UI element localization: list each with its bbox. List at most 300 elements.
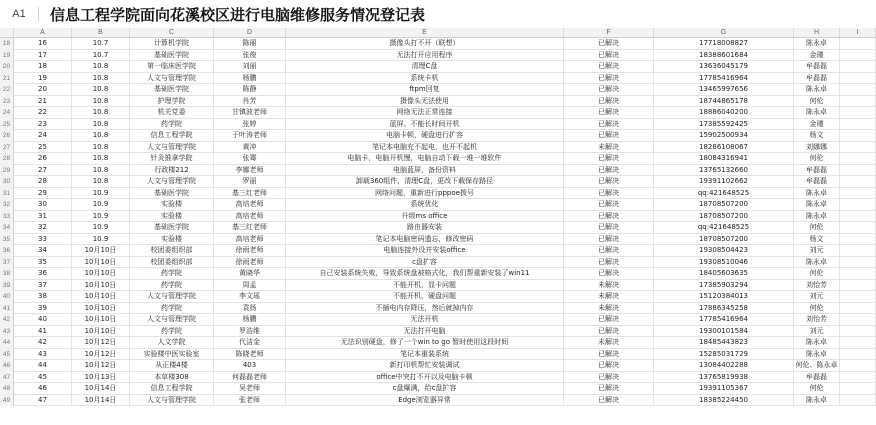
cell-f[interactable]: 已解决	[564, 61, 654, 73]
cell-c[interactable]: 信息工程学院	[130, 130, 214, 142]
cell-h[interactable]: 何伦	[794, 383, 840, 395]
cell-i[interactable]	[840, 130, 876, 142]
cell-a[interactable]: 46	[14, 383, 72, 395]
cell-f[interactable]: 已解决	[564, 360, 654, 372]
cell-h[interactable]: 何伦	[794, 303, 840, 315]
cell-f[interactable]: 已解决	[564, 165, 654, 177]
cell-a[interactable]: 45	[14, 372, 72, 384]
cell-b[interactable]: 10.7	[72, 38, 130, 50]
cell-c[interactable]: 人文与管理学院	[130, 314, 214, 326]
cell-i[interactable]	[840, 73, 876, 85]
cell-b[interactable]: 10月10日	[72, 303, 130, 315]
cell-h[interactable]: 杨文	[794, 234, 840, 246]
cell-c[interactable]: 人文与管理学院	[130, 73, 214, 85]
row-number[interactable]: 41	[0, 303, 14, 315]
row-number[interactable]: 34	[0, 222, 14, 234]
cell-a[interactable]: 24	[14, 130, 72, 142]
cell-a[interactable]: 40	[14, 314, 72, 326]
cell-e[interactable]: 新打印机帮忙安装调试	[286, 360, 564, 372]
cell-c[interactable]: 人文与管理学院	[130, 176, 214, 188]
cell-a[interactable]: 42	[14, 337, 72, 349]
cell-i[interactable]	[840, 176, 876, 188]
cell-c[interactable]: 基础医学院	[130, 50, 214, 62]
cell-g[interactable]: 18708507200	[654, 211, 794, 223]
row-number[interactable]: 26	[0, 130, 14, 142]
row-number[interactable]: 20	[0, 61, 14, 73]
cell-a[interactable]: 26	[14, 153, 72, 165]
cell-h[interactable]: 牟磊磊	[794, 372, 840, 384]
cell-d[interactable]: 肖芳	[214, 96, 286, 108]
cell-d[interactable]: 张俊	[214, 50, 286, 62]
cell-b[interactable]: 10月14日	[72, 383, 130, 395]
cell-a[interactable]: 37	[14, 280, 72, 292]
cell-g[interactable]: 13765132660	[654, 165, 794, 177]
cell-d[interactable]: 黄冲	[214, 142, 286, 154]
row-number[interactable]: 25	[0, 119, 14, 131]
cell-g[interactable]: 18388601684	[654, 50, 794, 62]
cell-h[interactable]: 刘元	[794, 326, 840, 338]
cell-d[interactable]: 杨鹏	[214, 73, 286, 85]
cell-b[interactable]: 10月10日	[72, 280, 130, 292]
cell-h[interactable]: 何伦	[794, 96, 840, 108]
cell-i[interactable]	[840, 188, 876, 200]
cell-c[interactable]: 药学院	[130, 326, 214, 338]
cell-g[interactable]: 17718008827	[654, 38, 794, 50]
cell-c[interactable]: 信息工程学院	[130, 383, 214, 395]
cell-i[interactable]	[840, 107, 876, 119]
cell-b[interactable]: 10.8	[72, 176, 130, 188]
cell-f[interactable]: 已解决	[564, 130, 654, 142]
cell-g[interactable]: 18708507200	[654, 199, 794, 211]
cell-g[interactable]: 17886345258	[654, 303, 794, 315]
cell-g[interactable]: 17785416964	[654, 73, 794, 85]
cell-g[interactable]: qq:421648525	[654, 222, 794, 234]
cell-h[interactable]: 牟磊磊	[794, 61, 840, 73]
cell-a[interactable]: 22	[14, 107, 72, 119]
cell-c[interactable]: 机关党委	[130, 107, 214, 119]
cell-e[interactable]: 笔记本电脑充不起电，也开不起机	[286, 142, 564, 154]
cell-g[interactable]: 18485443823	[654, 337, 794, 349]
cell-g[interactable]: 18886040200	[654, 107, 794, 119]
row-number[interactable]: 18	[0, 38, 14, 50]
cell-e[interactable]: c盘爆满，给c盘扩容	[286, 383, 564, 395]
cell-e[interactable]: 笔记本电脑密码遗忘，修改密码	[286, 234, 564, 246]
column-header-g[interactable]: G	[654, 28, 794, 38]
cell-i[interactable]	[840, 142, 876, 154]
row-number[interactable]: 22	[0, 84, 14, 96]
cell-c[interactable]: 实验楼中医实验室	[130, 349, 214, 361]
column-header-b[interactable]: B	[72, 28, 130, 38]
cell-b[interactable]: 10.8	[72, 96, 130, 108]
cell-e[interactable]: 自己安装系统失败，导致系统盘被格式化，我们帮重新安装了win11	[286, 268, 564, 280]
cell-h[interactable]: 何伦	[794, 268, 840, 280]
cell-h[interactable]: 牟磊磊	[794, 73, 840, 85]
cell-g[interactable]: 18405603635	[654, 268, 794, 280]
cell-a[interactable]: 29	[14, 188, 72, 200]
cell-f[interactable]: 已解决	[564, 199, 654, 211]
cell-e[interactable]: c盘扩容	[286, 257, 564, 269]
cell-b[interactable]: 10.8	[72, 119, 130, 131]
select-all-corner[interactable]	[0, 28, 14, 38]
cell-h[interactable]: 何伦	[794, 153, 840, 165]
row-number[interactable]: 40	[0, 291, 14, 303]
cell-b[interactable]: 10月14日	[72, 395, 130, 407]
cell-a[interactable]: 31	[14, 211, 72, 223]
cell-b[interactable]: 10.8	[72, 107, 130, 119]
cell-i[interactable]	[840, 372, 876, 384]
cell-f[interactable]: 已解决	[564, 395, 654, 407]
cell-c[interactable]: 基础医学院	[130, 222, 214, 234]
cell-d[interactable]: 高培老师	[214, 234, 286, 246]
cell-d[interactable]: 陈丽	[214, 38, 286, 50]
cell-i[interactable]	[840, 245, 876, 257]
cell-f[interactable]: 已解决	[564, 349, 654, 361]
cell-d[interactable]: 罗浩维	[214, 326, 286, 338]
cell-a[interactable]: 18	[14, 61, 72, 73]
cell-g[interactable]: qq:421648525	[654, 188, 794, 200]
cell-h[interactable]: 刘娜娜	[794, 142, 840, 154]
cell-h[interactable]: 陈永卓	[794, 337, 840, 349]
cell-h[interactable]: 金瑾	[794, 50, 840, 62]
cell-f[interactable]: 未解决	[564, 142, 654, 154]
cell-g[interactable]: 19308504423	[654, 245, 794, 257]
cell-g[interactable]: 18084316941	[654, 153, 794, 165]
cell-h[interactable]: 刘元	[794, 291, 840, 303]
cell-c[interactable]: 药学院	[130, 280, 214, 292]
cell-c[interactable]: 实验楼	[130, 199, 214, 211]
cell-i[interactable]	[840, 337, 876, 349]
cell-g[interactable]: 19308510046	[654, 257, 794, 269]
row-number[interactable]: 42	[0, 314, 14, 326]
cell-f[interactable]: 已解决	[564, 176, 654, 188]
row-number[interactable]: 24	[0, 107, 14, 119]
cell-h[interactable]: 金瑾	[794, 119, 840, 131]
cell-d[interactable]: 刘丽	[214, 61, 286, 73]
cell-e[interactable]: Edge浏览器异常	[286, 395, 564, 407]
cell-b[interactable]: 10月12日	[72, 337, 130, 349]
cell-h[interactable]: 刘元	[794, 245, 840, 257]
cell-d[interactable]: 高培老师	[214, 199, 286, 211]
cell-f[interactable]: 已解决	[564, 234, 654, 246]
row-number[interactable]: 45	[0, 349, 14, 361]
cell-e[interactable]: 摄像头无法使用	[286, 96, 564, 108]
cell-i[interactable]	[840, 165, 876, 177]
cell-c[interactable]: 药学院	[130, 303, 214, 315]
cell-g[interactable]: 19391102662	[654, 176, 794, 188]
cell-a[interactable]: 32	[14, 222, 72, 234]
cell-e[interactable]: 升级ms office	[286, 211, 564, 223]
cell-f[interactable]: 已解决	[564, 326, 654, 338]
cell-d[interactable]: 张骞	[214, 153, 286, 165]
cell-i[interactable]	[840, 153, 876, 165]
row-number[interactable]: 27	[0, 142, 14, 154]
cell-i[interactable]	[840, 234, 876, 246]
cell-a[interactable]: 33	[14, 234, 72, 246]
cell-b[interactable]: 10.8	[72, 153, 130, 165]
cell-b[interactable]: 10月10日	[72, 245, 130, 257]
cell-c[interactable]: 从正楼4楼	[130, 360, 214, 372]
row-number[interactable]: 33	[0, 211, 14, 223]
cell-c[interactable]: 针灸推拿学院	[130, 153, 214, 165]
cell-f[interactable]: 已解决	[564, 257, 654, 269]
cell-b[interactable]: 10.8	[72, 130, 130, 142]
cell-a[interactable]: 34	[14, 245, 72, 257]
column-header-f[interactable]: F	[564, 28, 654, 38]
cell-e[interactable]: 系统优化	[286, 199, 564, 211]
cell-a[interactable]: 39	[14, 303, 72, 315]
cell-g[interactable]: 17785416964	[654, 314, 794, 326]
cell-g[interactable]: 18286108067	[654, 142, 794, 154]
cell-f[interactable]: 已解决	[564, 211, 654, 223]
cell-c[interactable]: 药学院	[130, 268, 214, 280]
cell-d[interactable]: 高培老师	[214, 211, 286, 223]
cell-i[interactable]	[840, 84, 876, 96]
cell-i[interactable]	[840, 119, 876, 131]
cell-g[interactable]: 15120384013	[654, 291, 794, 303]
cell-g[interactable]: 17385592425	[654, 119, 794, 131]
cell-b[interactable]: 10.9	[72, 199, 130, 211]
cell-b[interactable]: 10.8	[72, 73, 130, 85]
cell-h[interactable]: 陈永卓	[794, 199, 840, 211]
cell-f[interactable]: 已解决	[564, 372, 654, 384]
cell-b[interactable]: 10.8	[72, 84, 130, 96]
cell-e[interactable]: 摄像头打不开（联想）	[286, 38, 564, 50]
cell-a[interactable]: 28	[14, 176, 72, 188]
cell-e[interactable]: 不能开机，显卡问题	[286, 280, 564, 292]
cell-i[interactable]	[840, 61, 876, 73]
row-number[interactable]: 48	[0, 383, 14, 395]
cell-a[interactable]: 20	[14, 84, 72, 96]
cell-c[interactable]: 实验楼	[130, 211, 214, 223]
cell-i[interactable]	[840, 96, 876, 108]
cell-f[interactable]: 未解决	[564, 303, 654, 315]
cell-d[interactable]: 徐雨老师	[214, 245, 286, 257]
cell-f[interactable]: 未解决	[564, 337, 654, 349]
cell-a[interactable]: 35	[14, 257, 72, 269]
cell-c[interactable]: 第一临床医学院	[130, 61, 214, 73]
cell-e[interactable]: 无法打开电脑	[286, 326, 564, 338]
cell-b[interactable]: 10月12日	[72, 360, 130, 372]
cell-e[interactable]: 清理C盘	[286, 61, 564, 73]
cell-h[interactable]: 刘怡芳	[794, 314, 840, 326]
cell-g[interactable]: 13084402288	[654, 360, 794, 372]
cell-d[interactable]: 罗丽	[214, 176, 286, 188]
cell-f[interactable]: 已解决	[564, 96, 654, 108]
cell-g[interactable]: 18708507200	[654, 234, 794, 246]
cell-g[interactable]: 15285031729	[654, 349, 794, 361]
cell-e[interactable]: 无法打开应用程序	[286, 50, 564, 62]
cell-h[interactable]: 何伦	[794, 222, 840, 234]
cell-i[interactable]	[840, 360, 876, 372]
cell-h[interactable]: 陈永卓	[794, 349, 840, 361]
cell-d[interactable]: 袁扬	[214, 303, 286, 315]
cell-e[interactable]: 路由器安装	[286, 222, 564, 234]
cell-d[interactable]: 于叶涛老师	[214, 130, 286, 142]
cell-h[interactable]: 刘怡芳	[794, 280, 840, 292]
cell-c[interactable]: 实验楼	[130, 234, 214, 246]
cell-i[interactable]	[840, 211, 876, 223]
cell-i[interactable]	[840, 326, 876, 338]
cell-h[interactable]: 牟磊磊	[794, 165, 840, 177]
cell-a[interactable]: 25	[14, 142, 72, 154]
cell-c[interactable]: 计算机学院	[130, 38, 214, 50]
cell-i[interactable]	[840, 268, 876, 280]
cell-c[interactable]: 基础医学院	[130, 84, 214, 96]
row-number[interactable]: 31	[0, 188, 14, 200]
cell-f[interactable]: 已解决	[564, 383, 654, 395]
cell-b[interactable]: 10月10日	[72, 314, 130, 326]
cell-b[interactable]: 10.8	[72, 142, 130, 154]
cell-b[interactable]: 10.8	[72, 165, 130, 177]
row-number[interactable]: 36	[0, 245, 14, 257]
cell-d[interactable]: 陈晓老师	[214, 349, 286, 361]
cell-d[interactable]: 黄晓华	[214, 268, 286, 280]
cell-c[interactable]: 人文与管理学院	[130, 395, 214, 407]
cell-f[interactable]: 已解决	[564, 119, 654, 131]
cell-g[interactable]: 19300101584	[654, 326, 794, 338]
cell-f[interactable]: 已解决	[564, 268, 654, 280]
cell-i[interactable]	[840, 383, 876, 395]
cell-f[interactable]: 已解决	[564, 222, 654, 234]
cell-e[interactable]: 电脑卡顿，硬盘进行扩容	[286, 130, 564, 142]
cell-d[interactable]: 基三红老师	[214, 222, 286, 234]
row-number[interactable]: 38	[0, 268, 14, 280]
cell-d[interactable]: 李文瑶	[214, 291, 286, 303]
cell-i[interactable]	[840, 280, 876, 292]
row-number[interactable]: 47	[0, 372, 14, 384]
cell-g[interactable]: 17385903294	[654, 280, 794, 292]
cell-e[interactable]: 电脑连接外设并安装office	[286, 245, 564, 257]
cell-d[interactable]: 陈静	[214, 84, 286, 96]
cell-h[interactable]: 陈永卓	[794, 188, 840, 200]
cell-d[interactable]: 吴老师	[214, 383, 286, 395]
cell-g[interactable]: 13465997656	[654, 84, 794, 96]
cell-c[interactable]: 人文学院	[130, 337, 214, 349]
cell-a[interactable]: 21	[14, 96, 72, 108]
cell-a[interactable]: 30	[14, 199, 72, 211]
cell-h[interactable]: 陈永卓	[794, 38, 840, 50]
cell-c[interactable]: 护理学院	[130, 96, 214, 108]
cell-a[interactable]: 47	[14, 395, 72, 407]
cell-d[interactable]: 基三红老师	[214, 188, 286, 200]
cell-b[interactable]: 10月10日	[72, 257, 130, 269]
cell-e[interactable]: 电脑蓝屏，备份资料	[286, 165, 564, 177]
cell-d[interactable]: 张老师	[214, 395, 286, 407]
cell-b[interactable]: 10月12日	[72, 349, 130, 361]
cell-i[interactable]	[840, 50, 876, 62]
cell-f[interactable]: 已解决	[564, 84, 654, 96]
cell-f[interactable]: 未解决	[564, 280, 654, 292]
cell-e[interactable]: 笔记本重装系统	[286, 349, 564, 361]
row-number[interactable]: 30	[0, 176, 14, 188]
cell-e[interactable]: 无法识别硬盘，修了一个win to go 暂时使用这段时间	[286, 337, 564, 349]
cell-b[interactable]: 10月10日	[72, 291, 130, 303]
cell-c[interactable]: 药学院	[130, 119, 214, 131]
cell-d[interactable]: 李娜老师	[214, 165, 286, 177]
cell-b[interactable]: 10.9	[72, 188, 130, 200]
cell-b[interactable]: 10月10日	[72, 268, 130, 280]
cell-f[interactable]: 已解决	[564, 314, 654, 326]
sheet-title[interactable]: 信息工程学院面向花溪校区进行电脑维修服务情况登记表	[50, 6, 426, 24]
cell-i[interactable]	[840, 303, 876, 315]
cell-c[interactable]: 人文与管理学院	[130, 291, 214, 303]
cell-a[interactable]: 43	[14, 349, 72, 361]
cell-c[interactable]: 校团委组织部	[130, 245, 214, 257]
cell-reference-box[interactable]: A1	[12, 8, 26, 20]
cell-c[interactable]: 基础医学院	[130, 188, 214, 200]
column-header-a[interactable]: A	[14, 28, 72, 38]
cell-a[interactable]: 17	[14, 50, 72, 62]
row-number[interactable]: 37	[0, 257, 14, 269]
row-number[interactable]: 21	[0, 73, 14, 85]
cell-h[interactable]: 陈永卓	[794, 211, 840, 223]
row-number[interactable]: 32	[0, 199, 14, 211]
cell-b[interactable]: 10月10日	[72, 326, 130, 338]
cell-e[interactable]: office中突打不开以及电脑卡顿	[286, 372, 564, 384]
cell-g[interactable]: 13636045179	[654, 61, 794, 73]
row-number[interactable]: 43	[0, 326, 14, 338]
cell-d[interactable]: 周孟	[214, 280, 286, 292]
row-number[interactable]: 28	[0, 153, 14, 165]
row-number[interactable]: 44	[0, 337, 14, 349]
cell-a[interactable]: 16	[14, 38, 72, 50]
cell-i[interactable]	[840, 395, 876, 407]
cell-f[interactable]: 已解决	[564, 107, 654, 119]
cell-d[interactable]: 何磊磊老师	[214, 372, 286, 384]
cell-e[interactable]: 卸载360组件，清理C盘，更改下载保存路径	[286, 176, 564, 188]
cell-d[interactable]: 403	[214, 360, 286, 372]
cell-b[interactable]: 10月13日	[72, 372, 130, 384]
cell-d[interactable]: 甘镇波老师	[214, 107, 286, 119]
column-header-c[interactable]: C	[130, 28, 214, 38]
cell-c[interactable]: 人文与管理学院	[130, 142, 214, 154]
cell-a[interactable]: 41	[14, 326, 72, 338]
cell-i[interactable]	[840, 314, 876, 326]
cell-f[interactable]: 未解决	[564, 291, 654, 303]
cell-c[interactable]: 本草楼308	[130, 372, 214, 384]
cell-i[interactable]	[840, 349, 876, 361]
row-number[interactable]: 35	[0, 234, 14, 246]
cell-d[interactable]: 徐雨老师	[214, 257, 286, 269]
cell-b[interactable]: 10.9	[72, 222, 130, 234]
column-header-h[interactable]: H	[794, 28, 840, 38]
cell-e[interactable]: 电脑卡，电脑开机慢，电脑自动下载一堆一堆软件	[286, 153, 564, 165]
cell-e[interactable]: 蓝屏、不能长时间开机	[286, 119, 564, 131]
cell-g[interactable]: 13765819938	[654, 372, 794, 384]
cell-e[interactable]: ftpm回复	[286, 84, 564, 96]
cell-e[interactable]: 网络问题，重新进行pppoe拨号	[286, 188, 564, 200]
cell-e[interactable]: 网络无法正常连接	[286, 107, 564, 119]
cell-h[interactable]: 陈永卓	[794, 257, 840, 269]
cell-h[interactable]: 牟磊磊	[794, 176, 840, 188]
row-number[interactable]: 39	[0, 280, 14, 292]
cell-h[interactable]: 何伦、陈永卓	[794, 360, 840, 372]
cell-g[interactable]: 19391105367	[654, 383, 794, 395]
cell-e[interactable]: 不能开机，硬盘问题	[286, 291, 564, 303]
cell-b[interactable]: 10.8	[72, 61, 130, 73]
cell-i[interactable]	[840, 222, 876, 234]
cell-f[interactable]: 已解决	[564, 245, 654, 257]
cell-e[interactable]: 不插电内存降压，然后就掉内存	[286, 303, 564, 315]
cell-h[interactable]: 陈永卓	[794, 395, 840, 407]
row-number[interactable]: 19	[0, 50, 14, 62]
cell-b[interactable]: 10.9	[72, 234, 130, 246]
cell-e[interactable]: 系统卡机	[286, 73, 564, 85]
cell-g[interactable]: 18385224450	[654, 395, 794, 407]
cell-g[interactable]: 15902500934	[654, 130, 794, 142]
cell-f[interactable]: 已解决	[564, 38, 654, 50]
row-number[interactable]: 23	[0, 96, 14, 108]
